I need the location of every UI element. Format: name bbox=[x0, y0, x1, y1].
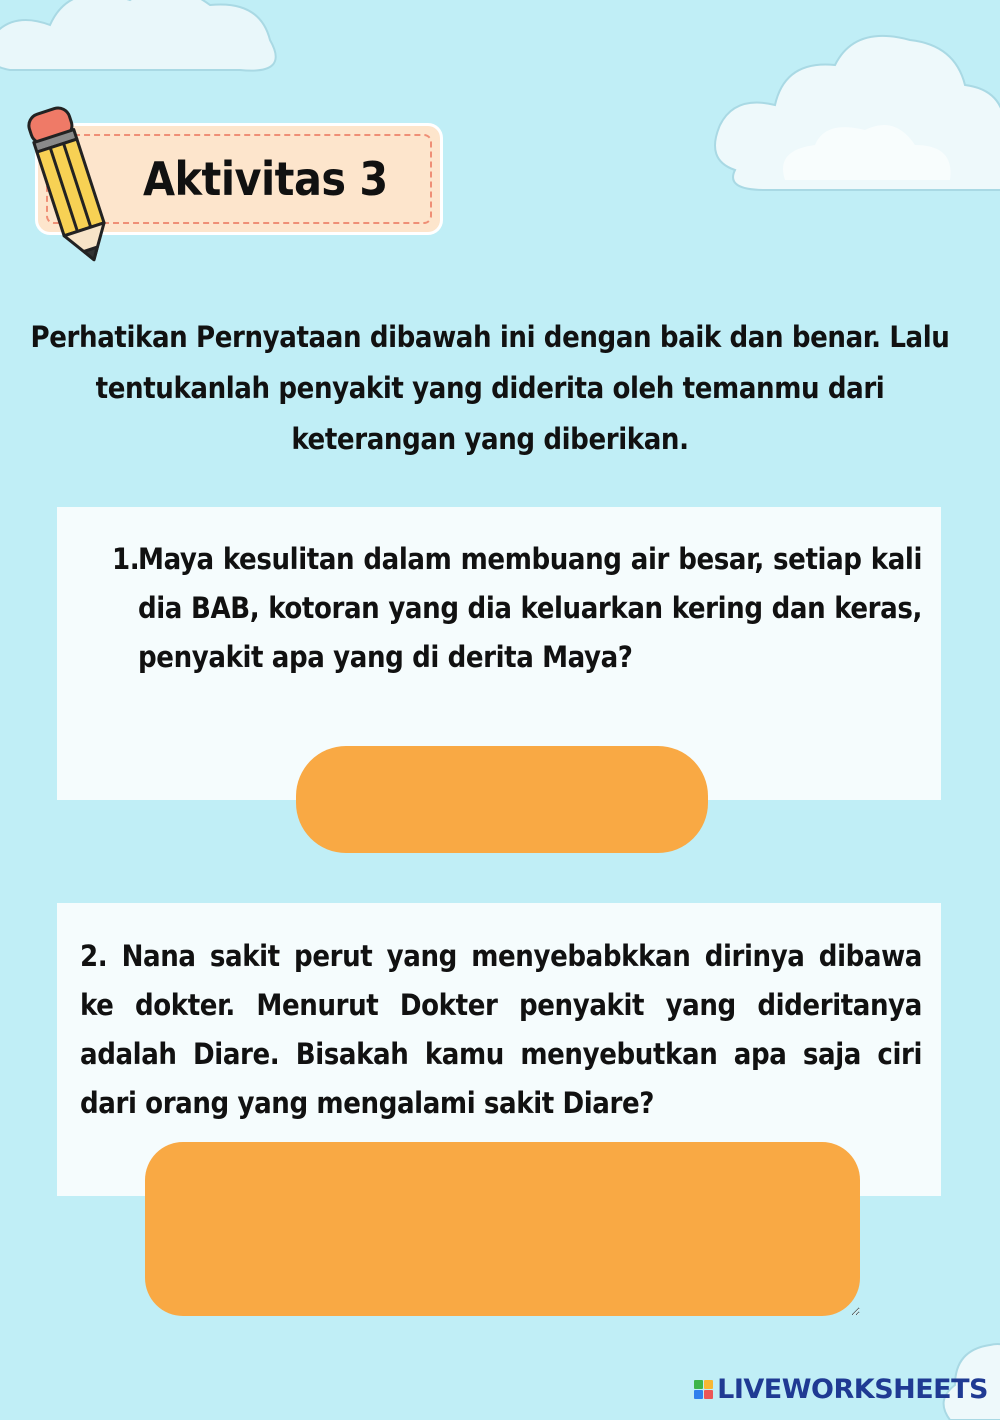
brand-footer bbox=[694, 1374, 988, 1404]
cloud-top-left-icon bbox=[0, 0, 290, 90]
cloud-top-right-icon bbox=[705, 20, 1000, 205]
pencil-icon bbox=[18, 98, 118, 268]
brand-name: LIVEWORKSHEETS bbox=[717, 1373, 988, 1405]
answer-2-input[interactable] bbox=[145, 1142, 860, 1316]
question-2-number: 2. bbox=[80, 939, 108, 973]
page-title: Aktivitas 3 bbox=[143, 152, 388, 206]
instructions-text: Perhatikan Pernyataan dibawah ini dengan baik dan benar. Lalu tentukanlah penyakit yang diderita oleh temanmu dari keterangan yang diberikan. bbox=[30, 320, 950, 456]
liveworksheets-logo-icon bbox=[694, 1380, 713, 1399]
question-1-text: Maya kesulitan dalam membuang air besar, setiap kali dia BAB, kotoran yang dia keluarkan kering dan keras, penyakit apa yang di derita Maya? bbox=[138, 542, 922, 674]
question-2-text: Nana sakit perut yang menyebabkkan dirinya dibawa ke dokter. Menurut Dokter penyakit yang dideritanya adalah Diare. Bisakah kamu menyebutkan apa saja ciri dari orang yang mengalami sakit Diare? bbox=[80, 939, 922, 1120]
question-1 bbox=[112, 535, 922, 682]
question-1-number: 1. bbox=[112, 542, 140, 576]
question-2 bbox=[80, 932, 922, 1128]
answer-1-input[interactable] bbox=[296, 746, 708, 853]
